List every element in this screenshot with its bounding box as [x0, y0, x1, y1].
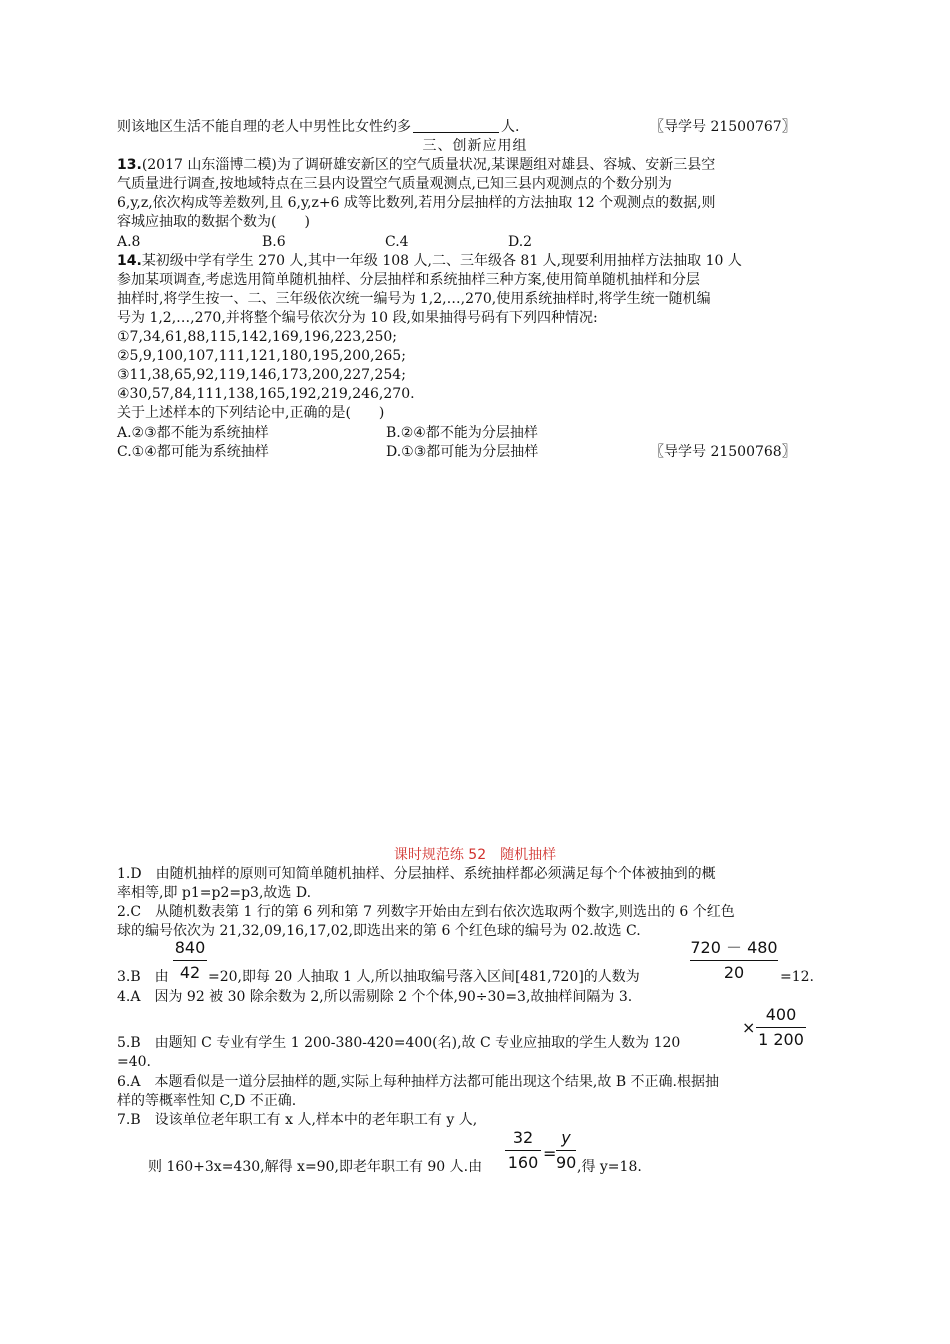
- q13-option-a: A.8: [117, 234, 141, 250]
- answer-3-fraction-1: 840 42: [174, 938, 206, 982]
- answer-2-line2: 球的编号依次为 21,32,09,16,17,02,即选出来的第 6 个红色球的编号为 02.故选 C.: [117, 923, 641, 939]
- q14-option-c: C.①④都可能为系统抽样: [117, 444, 269, 460]
- answer-7-post: ,得 y=18.: [577, 1159, 642, 1175]
- q14-option-d: D.①③都可能为分层抽样: [386, 444, 539, 460]
- q14-ref: 〖导学号 21500768〗: [650, 444, 796, 460]
- q12-text: 则该地区生活不能自理的老人中男性比女性约多: [117, 119, 411, 135]
- q13-option-c: C.4: [385, 234, 409, 250]
- q14-line1: 14.某初级中学有学生 270 人,其中一年级 108 人,二、三年级各 81 人,现要利用抽样方法抽取 10 人: [117, 253, 742, 269]
- answer-1-line1: 1.D 由随机抽样的原则可知简单随机抽样、分层抽样、系统抽样都必须满足每个个体被抽到的概: [117, 866, 716, 882]
- q14-line2: 参加某项调查,考虑选用简单随机抽样、分层抽样和系统抽样三种方案,使用简单随机抽样和分层: [117, 272, 700, 288]
- q12-answer-blank: [413, 118, 499, 133]
- q13-line4: 容城应抽取的数据个数为( ): [117, 214, 310, 230]
- answer-7-fraction-2: y 90: [556, 1128, 577, 1172]
- answer-4: 4.A 因为 92 被 30 除余数为 2,所以需剔除 2 个个体,90÷30=3,故抽样间隔为 3.: [117, 989, 633, 1005]
- q13-line2: 气质量进行调查,按地域特点在三县内设置空气质量观测点,已知三县内观测点的个数分别为: [117, 176, 672, 192]
- q14-sample-1: ①7,34,61,88,115,142,169,196,223,250;: [117, 329, 397, 345]
- q13-option-d: D.2: [508, 234, 533, 250]
- q14-line3: 抽样时,将学生按一、二、三年级依次统一编号为 1,2,…,270,使用系统抽样时,将学生统一随机编: [117, 291, 711, 307]
- q14-sample-4: ④30,57,84,111,138,165,192,219,246,270.: [117, 386, 415, 402]
- q14-number: 14.: [117, 253, 142, 269]
- q12-ref: 〖导学号 21500767〗: [650, 119, 796, 135]
- answer-5-line2: =40.: [117, 1054, 151, 1070]
- answers-title: 课时规范练 52 随机抽样: [393, 847, 557, 863]
- answer-3-pre: 3.B 由: [117, 969, 169, 985]
- answer-1-line2: 率相等,即 p1=p2=p3,故选 D.: [117, 885, 312, 901]
- q14-line4: 号为 1,2,…,270,并将整个编号依次分为 10 段,如果抽得号码有下列四种情况:: [117, 310, 598, 326]
- answer-7-equals: =: [543, 1144, 557, 1163]
- answer-7-line2: 则 160+3x=430,解得 x=90,即老年职工有 90 人.由: [148, 1159, 483, 1175]
- q13-line1: 13.(2017 山东淄博二模)为了调研雄安新区的空气质量状况,某课题组对雄县、容城、安新三县空: [117, 157, 716, 173]
- answer-5-times: ×: [742, 1018, 756, 1037]
- q13-number: 13.: [117, 157, 142, 173]
- answer-5-line1: 5.B 由题知 C 专业有学生 1 200-380-420=400(名),故 C 专业应抽取的学生人数为 120: [117, 1035, 681, 1051]
- answer-2-line1: 2.C 从随机数表第 1 行的第 6 列和第 7 列数字开始由左到右依次选取两个数字,则选出的 6 个红色: [117, 904, 735, 920]
- answer-3-post: =12.: [780, 969, 814, 985]
- q12-line: [117, 118, 519, 136]
- q14-sample-3: ③11,38,65,92,119,146,173,200,227,254;: [117, 367, 406, 383]
- answer-3-mid: =20,即每 20 人抽取 1 人,所以抽取编号落入区间[481,720]的人数为: [208, 969, 640, 985]
- q14-option-b: B.②④都不能为分层抽样: [386, 425, 538, 441]
- q13-line3: 6,y,z,依次构成等差数列,且 6,y,z+6 成等比数列,若用分层抽样的方法抽取 12 个观测点的数据,则: [117, 195, 716, 211]
- answer-7-line1: 7.B 设该单位老年职工有 x 人,样本中的老年职工有 y 人,: [117, 1112, 478, 1128]
- answer-6-line1: 6.A 本题看似是一道分层抽样的题,实际上每种抽样方法都可能出现这个结果,故 B 不正确.根据抽: [117, 1074, 720, 1090]
- answer-5-fraction: 400 1 200: [756, 1005, 806, 1050]
- answer-3-fraction-2: 720 － 480 20: [690, 938, 778, 982]
- q14-stem: 关于上述样本的下列结论中,正确的是( ): [117, 405, 385, 421]
- q12-after: 人.: [501, 119, 520, 135]
- section-heading: 三、创新应用组: [422, 138, 528, 154]
- q13-option-b: B.6: [262, 234, 286, 250]
- answer-6-line2: 样的等概率性知 C,D 不正确.: [117, 1093, 297, 1109]
- q14-sample-2: ②5,9,100,107,111,121,180,195,200,265;: [117, 348, 406, 364]
- q14-option-a: A.②③都不能为系统抽样: [117, 425, 269, 441]
- answer-7-fraction-1: 32 160: [505, 1128, 541, 1173]
